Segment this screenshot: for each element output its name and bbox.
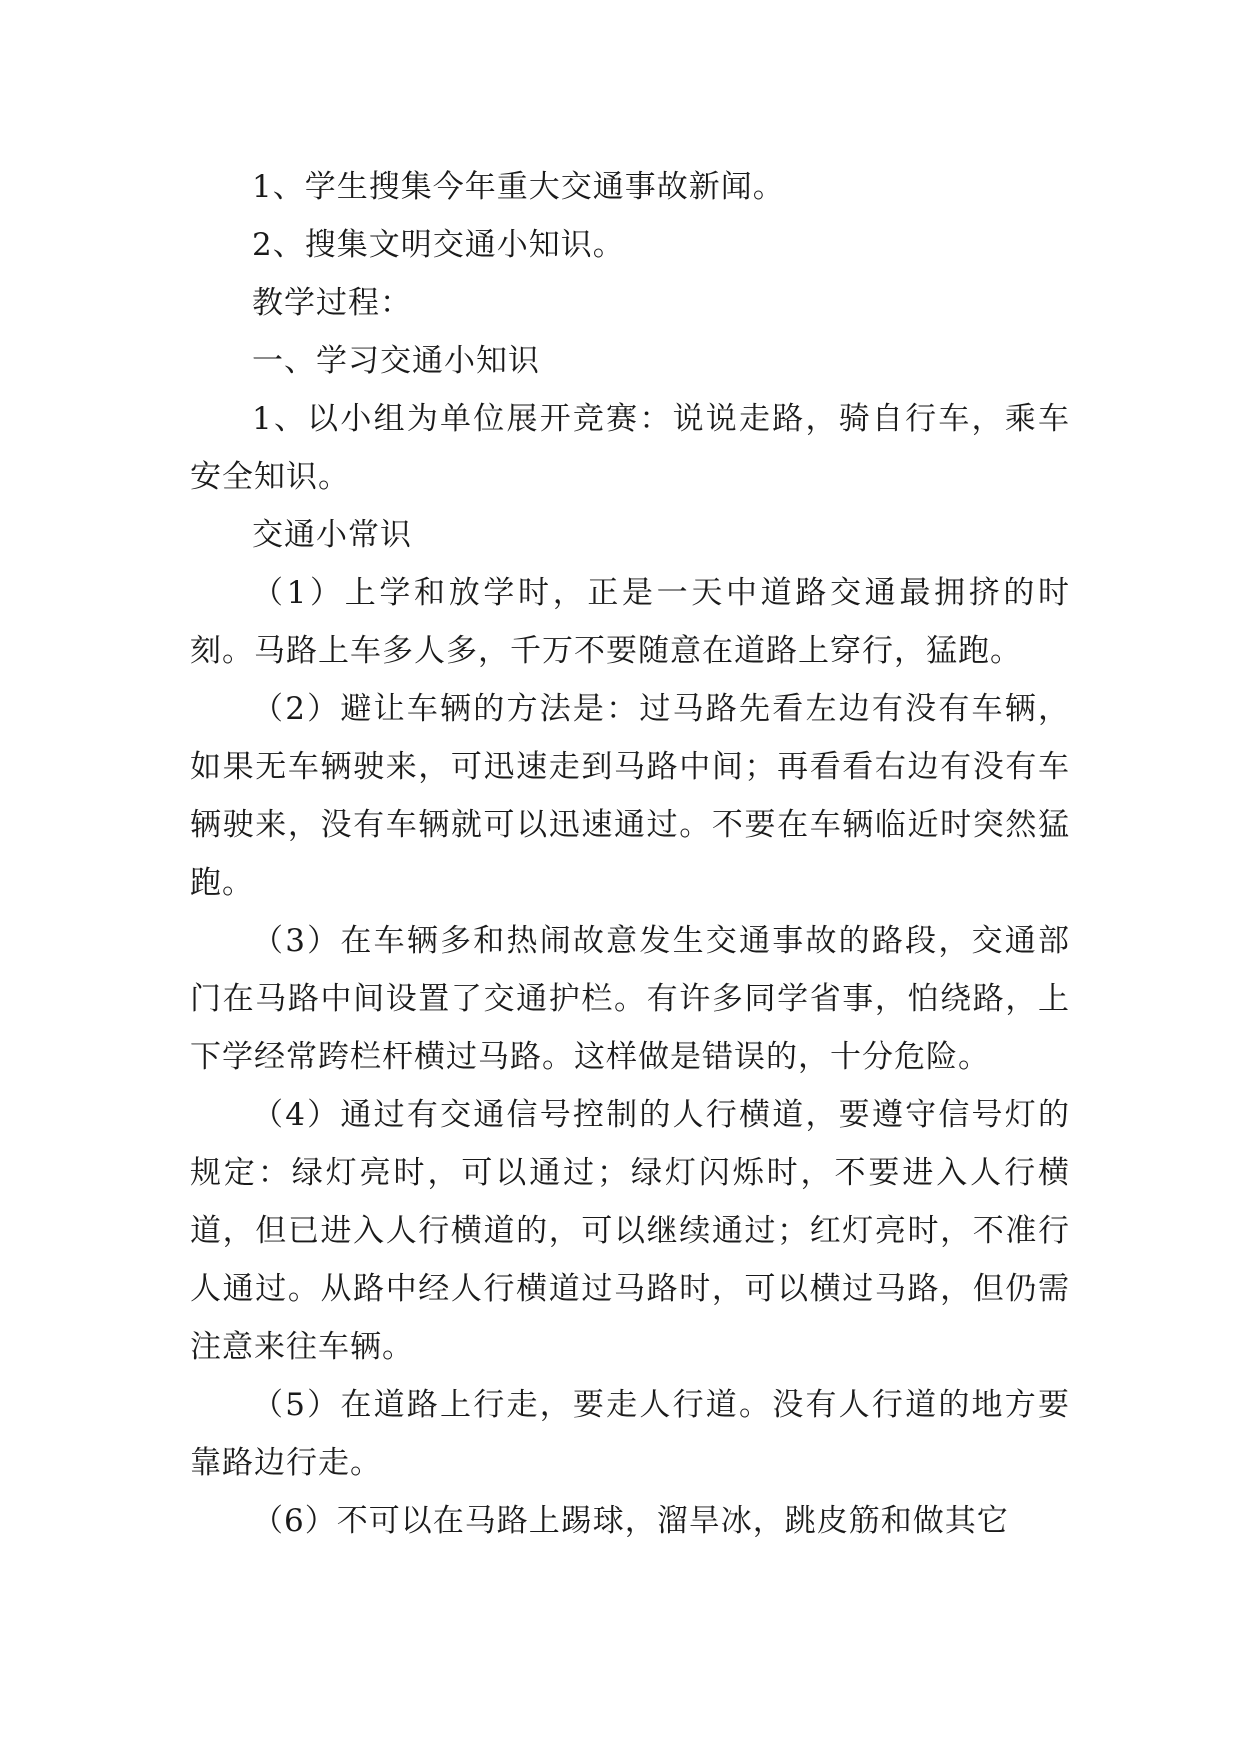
paragraph-item-5: （5）在道路上行走，要走人行道。没有人行道的地方要靠路边行走。 bbox=[190, 1387, 1070, 1481]
subheading-traffic-common-sense: 交通小常识 bbox=[252, 517, 412, 553]
paragraph-prep-2: 2、搜集文明交通小知识。 bbox=[252, 227, 625, 263]
document-body bbox=[190, 158, 1070, 1550]
paragraph-prep-1: 1、学生搜集今年重大交通事故新闻。 bbox=[252, 169, 785, 205]
paragraph-item-6: （6）不可以在马路上踢球，溜旱冰，跳皮筋和做其它 bbox=[252, 1503, 1009, 1539]
section-heading-learn-traffic: 一、学习交通小知识 bbox=[252, 343, 540, 379]
paragraph-item-2: （2）避让车辆的方法是：过马路先看左边有没有车辆，如果无车辆驶来，可迅速走到马路中间；再看看右边有没有车辆驶来，没有车辆就可以迅速通过。不要在车辆临近时突然猛跑。 bbox=[190, 691, 1070, 901]
section-heading-teaching-process: 教学过程： bbox=[252, 285, 412, 321]
paragraph-group-contest: 1、以小组为单位展开竞赛：说说走路，骑自行车，乘车安全知识。 bbox=[190, 401, 1070, 495]
paragraph-item-4: （4）通过有交通信号控制的人行横道，要遵守信号灯的规定：绿灯亮时，可以通过；绿灯闪烁时，不要进入人行横道，但已进入人行横道的，可以继续通过；红灯亮时，不准行人通过。从路中经人行横道过马路时，可以横过马路，但仍需注意来往车辆。 bbox=[190, 1097, 1070, 1365]
paragraph-item-3: （3）在车辆多和热闹故意发生交通事故的路段，交通部门在马路中间设置了交通护栏。有许多同学省事，怕绕路，上下学经常跨栏杆横过马路。这样做是错误的，十分危险。 bbox=[190, 923, 1070, 1075]
paragraph-item-1: （1）上学和放学时，正是一天中道路交通最拥挤的时刻。马路上车多人多，千万不要随意在道路上穿行，猛跑。 bbox=[190, 575, 1070, 669]
